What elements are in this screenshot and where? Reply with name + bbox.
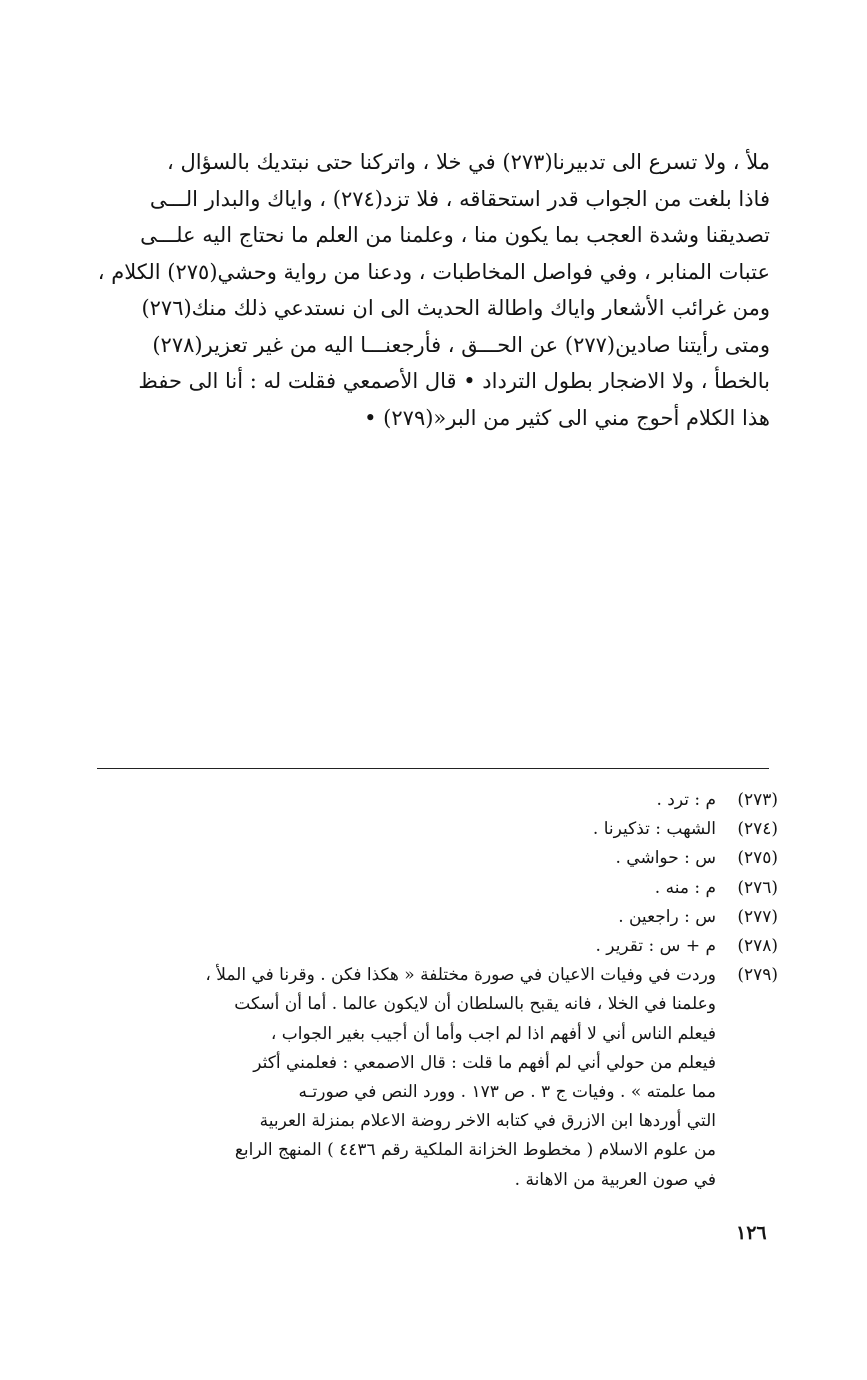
- footnote-number: (٢٧٨): [737, 936, 778, 957]
- footnote-line: م : ترد .: [656, 790, 716, 810]
- footnote-line: م : منه .: [654, 877, 716, 898]
- footnote-number: (٢٧٤): [737, 819, 778, 840]
- footnotes-section: [70, 786, 778, 1195]
- footnote: [70, 844, 778, 873]
- main-text-line: ومتى رأيتنا صادين(٢٧٧) عن الحـــق ، فأرجعنـــا اليه من غير تعزير(٢٧٨): [152, 332, 770, 357]
- main-text-block: [64, 144, 770, 436]
- footnote-text: [70, 903, 716, 932]
- footnote-text: [70, 874, 716, 903]
- footnote-line: الشهب : تذكيرنا .: [592, 819, 716, 840]
- footnote-line: م + س : تقرير .: [595, 936, 716, 957]
- footnote-number: (٢٧٥): [737, 848, 778, 869]
- footnote-text: [70, 815, 716, 844]
- footnote: [70, 786, 778, 815]
- main-text-line: بالخطأ ، ولا الاضجار بطول الترداد • قال الأصمعي فقلت له : أنا الى حفظ: [138, 369, 770, 393]
- footnote-text: [70, 786, 716, 815]
- footnote-line: التي أوردها ابن الازرق في كتابه الاخر روضة الاعلام بمنزلة العربية: [259, 1111, 716, 1132]
- footnote-line: س : حواشي .: [615, 848, 716, 869]
- footnote-line: مما علمته » . وفيات ج ٣ . ص ١٧٣ . وورد النص في صورتـه: [298, 1081, 716, 1102]
- footnote-line: في صون العربية من الاهانة .: [514, 1169, 716, 1190]
- footnote: [70, 815, 778, 844]
- footnote-line: وردت في وفيات الاعيان في صورة مختلفة « هكذا فكن . وقرنا في الملأ ،: [205, 965, 716, 986]
- main-text-line: ومن غرائب الأشعار واياك واطالة الحديث الى ان نستدعي ذلك منك(٢٧٦): [141, 296, 770, 320]
- footnote-line: فيعلم من حولي أني لم أفهم ما قلت : قال الاصمعي : فعلمني أكثر: [253, 1052, 716, 1073]
- footnote: [70, 903, 778, 932]
- footnote-text: [70, 961, 716, 1195]
- footnote: [70, 874, 778, 903]
- footnote-line: وعلمنا في الخلا ، فانه يقبح بالسلطان أن لايكون عالما . أما أن أسكت: [234, 994, 716, 1015]
- footnote-number: (٢٧٩): [737, 965, 778, 986]
- footnote-number: (٢٧٦): [737, 877, 778, 898]
- footnote-number: (٢٧٣): [737, 790, 778, 810]
- main-text-line: فاذا بلغت من الجواب قدر استحقاقه ، فلا تزد(٢٧٤) ، واياك والبدار الـــى: [149, 186, 770, 211]
- footnote: [70, 932, 778, 961]
- footnote-text: [70, 844, 716, 873]
- page-number: ١٢٦: [736, 1222, 767, 1244]
- main-text-line: هذا الكلام أحوج مني الى كثير من البر«(٢٧٩) •: [364, 405, 770, 430]
- footnote-line: س : راجعين .: [618, 906, 716, 927]
- footnote-line: فيعلم الناس أني لا أفهم اذا لم اجب وأما أن أجيب بغير الجواب ،: [270, 1023, 716, 1044]
- footnote-divider: [97, 768, 769, 769]
- footnote-number: (٢٧٧): [737, 906, 778, 927]
- main-text-line: عتبات المنابر ، وفي فواصل المخاطبات ، ودعنا من رواية وحشي(٢٧٥) الكلام ،: [97, 259, 770, 284]
- main-text-line: تصديقنا وشدة العجب بما يكون منا ، وعلمنا من العلم ما نحتاج اليه علـــى: [140, 223, 770, 247]
- footnote: [70, 961, 778, 1195]
- footnote-text: [70, 932, 716, 961]
- main-text-line: ملأ ، ولا تسرع الى تدبيرنا(٢٧٣) في خلا ، واتركنا حتى نبتديك بالسؤال ،: [167, 150, 770, 174]
- footnote-line: من علوم الاسلام ( مخطوط الخزانة الملكية رقم ٤٤٣٦ ) المنهج الرابع: [234, 1140, 716, 1161]
